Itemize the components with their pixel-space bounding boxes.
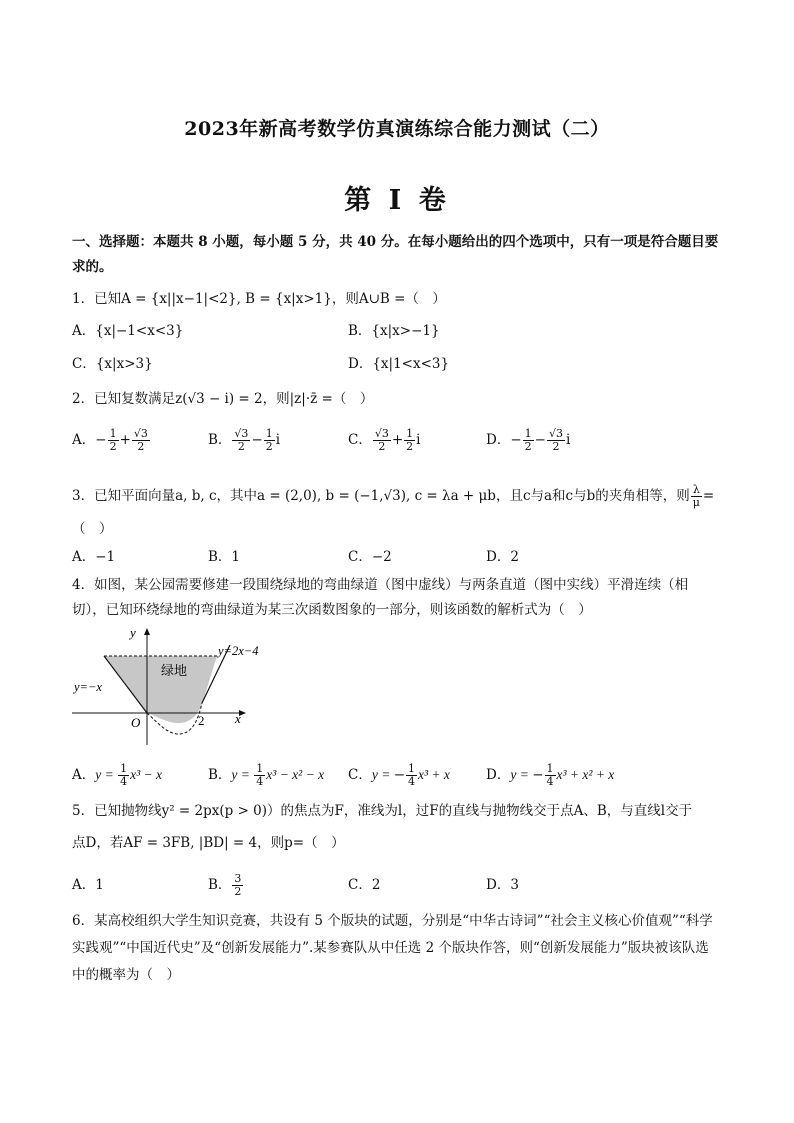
q2-option-d-frac1 [523, 428, 534, 453]
q2-option-d-frac2-num: √3 [548, 427, 563, 440]
q4-option-b-frac-den: 4 [256, 775, 264, 788]
q3-option-a: A．−1 [72, 549, 116, 565]
q2-option-a-frac2 [132, 428, 150, 453]
q1-option-d: D．{x|1<x<3} [348, 356, 450, 372]
q4-option-a-letter: A． [72, 767, 96, 783]
q2-option-b [208, 428, 280, 453]
q4-option-c-frac-num: 1 [408, 762, 416, 775]
q4-option-a [72, 763, 162, 788]
q4-option-c-post: x³ + x [418, 767, 450, 782]
q4-option-c-sign: − [393, 767, 406, 783]
q2-option-a-sign1: − [95, 432, 107, 448]
q3-option-b: B．1 [208, 549, 241, 565]
q2-option-d-frac1-num: 1 [524, 427, 532, 440]
q4-option-c-frac [406, 763, 417, 788]
q2-option-a-frac1-den: 2 [109, 440, 117, 453]
q6-stem-line-2: 实践观”“中国近代史”及“创新发展能力”.某参赛队从中任选 2 个版块作答，则“创新发展能力”版块被该队选 [72, 940, 709, 956]
q2-option-b-frac2 [264, 428, 275, 453]
label-line-2x-4: y=2x−4 [218, 644, 259, 658]
q2-option-d-letter: D． [486, 432, 511, 448]
q1-option-b: B．{x|x>−1} [348, 323, 440, 339]
q2-option-b-sign2: − [251, 432, 263, 448]
q4-option-b-frac-num: 1 [256, 762, 264, 775]
q4-option-a-frac [118, 763, 129, 788]
q4-option-d-letter: D． [486, 767, 511, 783]
q2-stem: 2．已知复数满足z(√3 − i) = 2，则|z|·z̄ =（ ） [72, 391, 374, 407]
q5-option-b-frac-num: 3 [234, 872, 242, 885]
q2-option-d-sign2: − [534, 432, 546, 448]
q4-option-b-letter: B． [208, 767, 232, 783]
q5-option-b [208, 873, 244, 898]
q2-option-d-tail: i [565, 432, 571, 448]
q3-option-d: D．2 [486, 549, 519, 565]
q1-stem: 1．已知A = {x||x−1|<2}, B = {x|x>1}，则A∪B =（ ） [72, 291, 446, 307]
q2-option-c-frac1-den: 2 [378, 440, 386, 453]
q3-option-c: C．−2 [348, 549, 392, 565]
q4-stem-line-1: 4．如图，某公园需要修建一段围绕绿地的弯曲绿道（图中虚线）与两条直道（图中实线）平滑连续（相 [72, 577, 689, 593]
q2-option-c [348, 428, 421, 453]
q2-option-c-letter: C． [348, 432, 372, 448]
label-line-neg-x: y=−x [74, 680, 102, 694]
label-y: y [130, 625, 136, 640]
q4-option-c-frac-den: 4 [408, 775, 416, 788]
q4-option-a-post: x³ − x [130, 767, 163, 782]
q4-option-d-frac [545, 763, 556, 788]
q2-option-d-frac2 [547, 428, 565, 453]
q2-option-b-frac2-num: 1 [265, 427, 273, 440]
q2-option-a-frac1-num: 1 [109, 427, 117, 440]
q2-option-a-letter: A． [72, 432, 96, 448]
q2-option-d-sign1: − [510, 432, 522, 448]
q2-option-c-frac2 [404, 428, 415, 453]
q5-option-b-frac [232, 873, 243, 898]
q4-option-b-post: x³ − x² − x [266, 767, 325, 782]
q2-option-c-frac2-num: 1 [406, 427, 414, 440]
q2-option-c-sign2: + [391, 432, 404, 448]
q1-option-a: A．{x|−1<x<3} [72, 323, 184, 339]
q5-stem-line-1: 5．已知抛物线y² = 2px(p > 0)）的焦点为F，准线为l，过F的直线与抛物线交于点A、B，与直线l交于 [72, 803, 693, 819]
label-two: 2 [198, 713, 205, 728]
q4-option-d-pre: y = [510, 767, 533, 782]
section-heading-line-1: 一、选择题：本题共 8 小题，每小题 5 分，共 40 分。在每小题给出的四个选项中，只有一项是符合题目要 [72, 234, 719, 250]
q4-option-d-sign: − [532, 767, 544, 783]
q3-paren: （ ） [72, 521, 113, 537]
label-origin: O [131, 715, 141, 730]
q4-option-c-letter: C． [348, 767, 372, 783]
q4-option-d-frac-num: 1 [546, 762, 554, 775]
q4-option-b-frac [254, 763, 265, 788]
q2-option-a [72, 428, 151, 453]
q3-frac-num: λ [691, 484, 702, 497]
q3-frac-den: μ [692, 496, 700, 509]
q1-option-c: C．{x|x>3} [72, 356, 153, 372]
q3-lambda-mu-frac [691, 484, 702, 509]
q5-option-d: D．3 [486, 877, 519, 893]
q4-option-b [208, 763, 324, 788]
q2-option-b-frac1-num: √3 [234, 427, 249, 440]
y-axis-arrow [144, 628, 150, 635]
q2-option-c-frac1 [373, 428, 391, 453]
q6-stem-line-3: 中的概率为（ ） [72, 967, 180, 983]
q4-option-d-frac-den: 4 [546, 775, 554, 788]
q3-stem [72, 484, 714, 509]
q5-option-b-letter: B． [208, 877, 232, 893]
q4-stem-line-2: 切），已知环绕绿地的弯曲绿道为某三次函数图象的一部分，则该函数的解析式为（ ） [72, 602, 592, 618]
q2-option-d-frac1-den: 2 [524, 440, 532, 453]
q2-option-c-tail: i [416, 432, 421, 448]
q2-option-b-tail: i [275, 432, 281, 448]
q5-option-c: C．2 [348, 877, 381, 893]
q2-option-a-frac2-num: √3 [133, 427, 148, 440]
q5-stem-line-2: 点D，若AF = 3FB, |BD| = 4，则p=（ ） [72, 835, 345, 851]
q2-option-b-frac1-den: 2 [237, 440, 245, 453]
q3-stem-text: 3．已知平面向量a, b, c，其中a = (2,0), b = (−1,√3), c = λa + μb，且c与a和c与b的夹角相等，则 [72, 488, 690, 504]
q4-option-c-pre: y = [371, 767, 394, 782]
q2-option-d [486, 428, 570, 453]
q2-option-b-frac2-den: 2 [265, 440, 273, 453]
q2-option-b-frac1 [232, 428, 250, 453]
q4-option-a-pre: y = [95, 767, 118, 782]
q2-option-c-frac2-den: 2 [406, 440, 414, 453]
q2-option-b-letter: B． [208, 432, 232, 448]
q4-option-a-frac-den: 4 [120, 775, 128, 788]
label-x: x [235, 711, 241, 726]
q2-option-a-sign2: + [119, 432, 131, 448]
q3-equals: = [702, 488, 715, 504]
label-green-area: 绿地 [161, 663, 188, 678]
page-title: 2023年新高考数学仿真演练综合能力测试（二） [184, 118, 610, 140]
q2-option-a-frac2-den: 2 [137, 440, 145, 453]
q4-option-c [348, 763, 450, 788]
section-heading-line-2: 求的。 [72, 259, 113, 275]
q2-option-d-frac2-den: 2 [552, 440, 560, 453]
page-subtitle: 第 I 卷 [344, 185, 450, 216]
q4-figure [70, 625, 260, 750]
q5-option-a: A．1 [72, 877, 104, 893]
q2-option-a-frac1 [108, 428, 119, 453]
q4-option-d-post: x³ + x² + x [556, 767, 615, 782]
q4-option-b-pre: y = [231, 767, 254, 782]
q4-option-a-frac-num: 1 [120, 762, 128, 775]
q2-option-c-frac1-num: √3 [374, 427, 389, 440]
q5-option-b-frac-den: 2 [234, 885, 242, 898]
q4-option-d [486, 763, 614, 788]
q6-stem-line-1: 6．某高校组织大学生知识竞赛，共设有 5 个版块的试题，分别是“中华古诗词”“社会主义核心价值观”“科学 [72, 913, 713, 929]
